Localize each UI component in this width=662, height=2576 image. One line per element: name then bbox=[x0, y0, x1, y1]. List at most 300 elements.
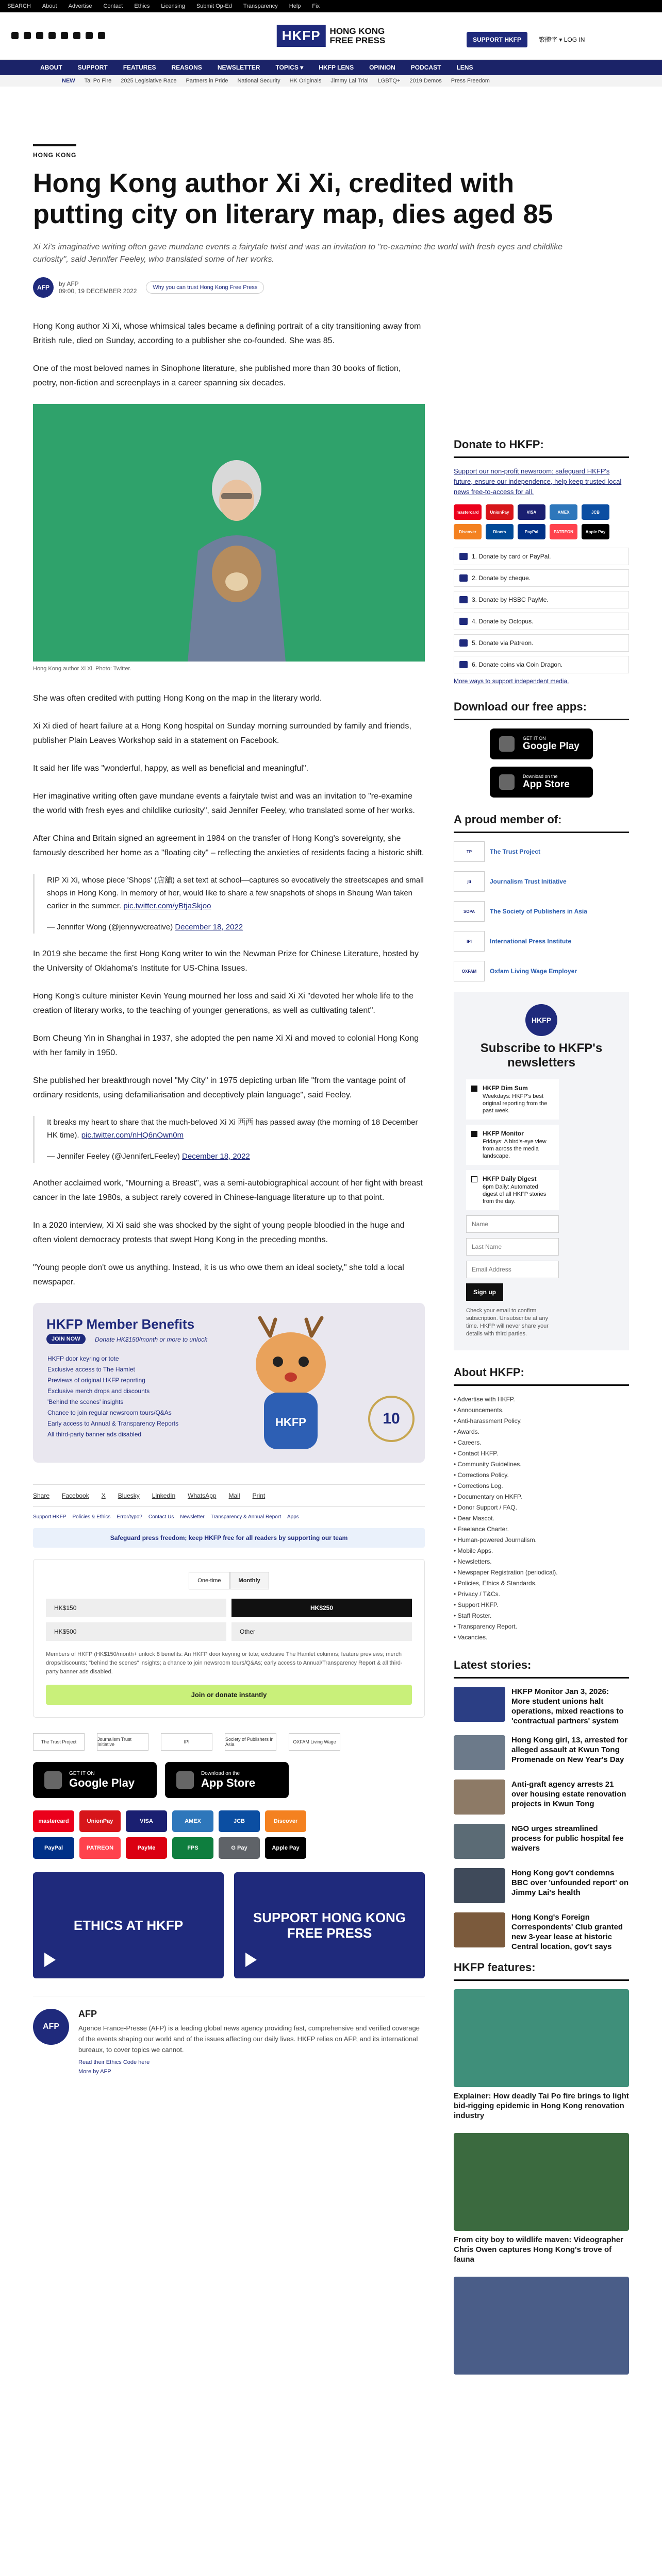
subnav-item[interactable]: Press Freedom bbox=[451, 78, 490, 84]
about-link[interactable]: • Transparency Report. bbox=[454, 1621, 629, 1632]
language-login[interactable]: 繁體字 ▾ LOG IN bbox=[539, 36, 585, 43]
link-error[interactable]: Error/typo? bbox=[117, 1514, 142, 1520]
nav-newsletter[interactable]: NEWSLETTER bbox=[217, 64, 260, 71]
member-org[interactable] bbox=[454, 961, 629, 981]
member-benefits-banner[interactable] bbox=[33, 1303, 425, 1463]
badge-trust-project[interactable]: The Trust Project bbox=[33, 1733, 85, 1751]
photo-caption: Hong Kong author Xi Xi. Photo: Twitter. bbox=[33, 666, 131, 672]
member-perks-text: Members of HKFP (HK$150/month+ unlock 8 benefits: An HKFP door keyring or tote; exclusive The Hamlet columns; feature previews; merch drops/discounts; "behind the scenes" insights; a chance to join newsroom tours/Q&As; early access to Annual/Transparency Report & all third-party banner ads disabled. bbox=[46, 1651, 403, 1675]
latest-story[interactable] bbox=[454, 1868, 629, 1903]
about-link[interactable]: • Human-powered Journalism. bbox=[454, 1535, 629, 1546]
topbar-submit-oped[interactable]: Submit Op-Ed bbox=[196, 3, 232, 9]
about-link[interactable]: • Contact HKFP. bbox=[454, 1448, 629, 1459]
story-title[interactable]: Hong Kong's Foreign Correspondents' Club granted new 3-year lease at historic Central location, gov't says bbox=[511, 1913, 623, 1951]
more-by-author-link[interactable]: More by AFP bbox=[78, 2069, 111, 2075]
sidebar-google-play[interactable] bbox=[490, 728, 593, 759]
member-org[interactable] bbox=[454, 931, 629, 952]
tweet-link[interactable]: pic.twitter.com/yBtjaSkjoo bbox=[123, 902, 211, 910]
feature-story[interactable] bbox=[454, 2133, 629, 2264]
nav-features[interactable]: FEATURES bbox=[123, 64, 156, 71]
store-caption: Download on the bbox=[523, 774, 558, 779]
nav-hkfp-lens[interactable]: HKFP LENS bbox=[319, 64, 354, 71]
apple-icon bbox=[176, 1771, 194, 1789]
newsletter-desc: 6pm Daily: Automated digest of all HKFP stories from the day. bbox=[483, 1184, 547, 1205]
payment-amex-icon: AMEX bbox=[550, 504, 577, 520]
nav-support[interactable]: SUPPORT bbox=[77, 64, 108, 71]
link-transparency[interactable]: Transparency & Annual Report bbox=[210, 1514, 281, 1520]
about-link[interactable]: • Anti-harassment Policy. bbox=[454, 1416, 629, 1427]
author-logo: AFP bbox=[33, 2009, 69, 2045]
member-org[interactable] bbox=[454, 871, 629, 892]
facebook-icon[interactable] bbox=[24, 32, 31, 39]
latest-story[interactable] bbox=[454, 1912, 629, 1952]
paragraph: She was often credited with putting Hong Kong on the map in the literary world. bbox=[33, 694, 322, 703]
topbar-fix[interactable]: Fix bbox=[312, 3, 320, 9]
link-policies[interactable]: Policies & Ethics bbox=[72, 1514, 111, 1520]
link-contact[interactable]: Contact Us bbox=[148, 1514, 174, 1520]
payment-patreon-icon: PATREON bbox=[79, 1837, 121, 1859]
share-label: Share bbox=[33, 1492, 50, 1499]
share-mail[interactable]: Mail bbox=[228, 1492, 240, 1499]
donate-icon bbox=[459, 639, 468, 647]
jti-logo: jti bbox=[454, 871, 485, 892]
paragraph: One of the most beloved names in Sinophone literature, she published more than 30 books of fiction, poetry, non-fiction and screenplays in a career spanning six decades. bbox=[33, 364, 401, 387]
article-kicker[interactable]: HONG KONG bbox=[33, 144, 76, 159]
payment-jcb-icon: JCB bbox=[219, 1810, 260, 1832]
payment-jcb-icon: JCB bbox=[582, 504, 609, 520]
tweet-date[interactable]: December 18, 2022 bbox=[175, 923, 243, 931]
badge-oxfam[interactable]: OXFAM Living Wage bbox=[289, 1733, 340, 1751]
story-title[interactable]: Hong Kong gov't condemns BBC over 'unfounded report' on Jimmy Lai's health bbox=[511, 1869, 629, 1897]
store-name: Google Play bbox=[69, 1776, 135, 1789]
author-box bbox=[33, 1996, 425, 2075]
play-icon[interactable] bbox=[245, 1953, 257, 1967]
oxfam-logo: OXFAM bbox=[454, 961, 485, 981]
feature-title[interactable]: From city boy to wildlife maven: Videographer Chris Owen captures Hong Kong's trove of fauna bbox=[454, 2235, 623, 2264]
ten-year-badge: 10 bbox=[368, 1396, 415, 1442]
amount-option[interactable]: Other bbox=[231, 1622, 412, 1641]
store-name: Google Play bbox=[523, 741, 580, 752]
promo-videos bbox=[33, 1872, 425, 1978]
safeguard-press-freedom[interactable]: Safeguard press freedom; keep HKFP free for all readers by supporting our team bbox=[33, 1528, 425, 1548]
feature-story[interactable] bbox=[454, 2277, 629, 2375]
payment-payme-icon: PayMe bbox=[126, 1837, 167, 1859]
author-avatar: AFP bbox=[33, 277, 54, 298]
badge-ipi[interactable]: IPI bbox=[161, 1733, 212, 1751]
linkedin-icon[interactable] bbox=[86, 32, 93, 39]
topbar-transparency[interactable]: Transparency bbox=[243, 3, 278, 9]
donate-option[interactable] bbox=[454, 548, 629, 565]
subnav-item[interactable]: Jimmy Lai Trial bbox=[330, 78, 369, 84]
paragraph: She published her breakthrough novel "My City" in 1975 depicting urban life "from the vantage point of ordinary residents, using defamiliarisation and deceptively plain language", said Feeley. bbox=[33, 1076, 406, 1099]
donate-option-label: 5. Donate via Patreon. bbox=[472, 639, 534, 647]
store-name: App Store bbox=[201, 1776, 256, 1789]
donate-option-label: 1. Donate by card or PayPal. bbox=[472, 553, 551, 560]
paragraph: Another acclaimed work, "Mourning a Breast", was a semi-autobiographical account of her fight with breast cancer in the late 1980s, a subject rarely covered in Chinese-language literature up to that point. bbox=[33, 1179, 423, 1202]
payment-g-pay-icon: G Pay bbox=[219, 1837, 260, 1859]
first-name-input[interactable]: Name bbox=[466, 1215, 559, 1233]
paragraph: "Young people don't owe us anything. Instead, it is us who owe them an ideal society," she told a local newspaper. bbox=[33, 1263, 404, 1286]
nav-about[interactable]: ABOUT bbox=[40, 64, 62, 71]
byline-date: 09:00, 19 DECEMBER 2022 bbox=[59, 287, 137, 295]
link-support[interactable]: Support HKFP bbox=[33, 1514, 67, 1520]
story-title[interactable]: Anti-graft agency arrests 21 over housing estate renovation projects in Kwun Tong bbox=[511, 1780, 626, 1808]
sidebar-payment-icons bbox=[454, 504, 629, 539]
play-icon[interactable] bbox=[44, 1953, 56, 1967]
checkbox-checked[interactable] bbox=[471, 1131, 477, 1137]
ipi-logo: IPI bbox=[454, 931, 485, 952]
bluesky-icon[interactable] bbox=[73, 32, 80, 39]
member-name: Journalism Trust Initiative bbox=[490, 877, 567, 885]
latest-heading: Latest stories: bbox=[454, 1658, 629, 1679]
sidebar-app-store[interactable] bbox=[490, 767, 593, 798]
more-ways-link[interactable]: More ways to support independent media. bbox=[454, 677, 569, 685]
nav-podcast[interactable]: PODCAST bbox=[410, 64, 441, 71]
payment-apple-pay-icon: Apple Pay bbox=[582, 524, 609, 539]
feature-image[interactable] bbox=[454, 2133, 629, 2231]
newsletter-desc: Weekdays: HKFP's best original reporting from the past week. bbox=[483, 1093, 548, 1114]
subnav-item[interactable]: 2025 Legislative Race bbox=[121, 78, 177, 84]
banner-title: HKFP Member Benefits bbox=[46, 1316, 195, 1332]
subnav-new-label: NEW bbox=[62, 78, 75, 84]
support-video[interactable] bbox=[234, 1872, 425, 1978]
payment-visa-icon: VISA bbox=[518, 504, 545, 520]
donate-heading: Donate to HKFP: bbox=[454, 438, 629, 458]
donate-option[interactable] bbox=[454, 569, 629, 587]
about-link[interactable]: • Corrections Policy. bbox=[454, 1470, 629, 1481]
donate-option[interactable] bbox=[454, 634, 629, 652]
payment-paypal-icon: PayPal bbox=[518, 524, 545, 539]
donate-option-label: 2. Donate by cheque. bbox=[472, 574, 531, 582]
article-title: Hong Kong author Xi Xi, credited with putting city on literary map, dies aged 85 bbox=[33, 168, 553, 229]
topbar-advertise[interactable]: Advertise bbox=[68, 3, 92, 9]
story-thumbnail[interactable] bbox=[454, 1687, 505, 1722]
badge-sopa[interactable]: Society of Publishers in Asia bbox=[225, 1733, 276, 1751]
benefit-item: HKFP door keyring or tote bbox=[47, 1355, 119, 1362]
donate-text bbox=[454, 466, 629, 497]
threads-icon[interactable] bbox=[48, 32, 56, 39]
story-title[interactable]: NGO urges streamlined process for public hospital fee waivers bbox=[511, 1824, 624, 1853]
payment-unionpay-icon: UnionPay bbox=[79, 1810, 121, 1832]
about-link[interactable]: • Mobile Apps. bbox=[454, 1546, 629, 1556]
amount-option[interactable]: HK$500 bbox=[46, 1622, 226, 1641]
google-play-button[interactable] bbox=[33, 1762, 157, 1798]
hkfp-logo-badge: HKFP bbox=[525, 1004, 557, 1036]
about-link[interactable]: • Support HKFP. bbox=[454, 1600, 629, 1611]
frequency-toggle bbox=[46, 1572, 412, 1589]
donate-text-link[interactable]: Support our non-profit newsroom: safeguard HKFP's future, ensure our independence, help keep trusted local news free-to-access for all. bbox=[454, 467, 622, 496]
paragraph: Xi Xi died of heart failure at a Hong Kong hospital on Sunday morning surrounded by family and friends, publisher Plain Leaves Workshop said in a statement on Facebook. bbox=[33, 722, 411, 745]
paragraph: Hong Kong author Xi Xi, whose whimsical tales became a defining portrait of a city transitioning away from British rule, died on Sunday, according to a publisher she co-founded. She was 85. bbox=[33, 322, 421, 345]
story-title[interactable]: Hong Kong girl, 13, arrested for alleged assault at Kwun Tong Promenade on New Year's Day bbox=[511, 1736, 628, 1764]
latest-story[interactable] bbox=[454, 1824, 629, 1859]
donate-option-label: 6. Donate coins via Coin Dragon. bbox=[472, 661, 563, 668]
subnav-item[interactable]: Partners in Pride bbox=[186, 78, 228, 84]
payment-visa-icon: VISA bbox=[126, 1810, 167, 1832]
payment-amex-icon: AMEX bbox=[172, 1810, 213, 1832]
checkbox[interactable] bbox=[471, 1176, 477, 1182]
topbar-ethics[interactable]: Ethics bbox=[134, 3, 150, 9]
paragraph: In 2019 she became the first Hong Kong writer to win the Newman Prize for Chinese Literature, hosted by the University of Oklahoma's Institute for US-China Issues. bbox=[33, 950, 419, 973]
about-link[interactable]: • Newsletters. bbox=[454, 1556, 629, 1567]
tweet-date[interactable]: December 18, 2022 bbox=[182, 1152, 250, 1161]
sign-up-button[interactable]: Sign up bbox=[466, 1283, 503, 1301]
paragraph: In a 2020 interview, Xi Xi said she was shocked by the sight of young people bloodied in the huge and often violent democracy protests that swept Hong Kong in the preceding months. bbox=[33, 1221, 405, 1244]
share-x[interactable]: X bbox=[101, 1492, 106, 1499]
benefit-item: Exclusive access to The Hamlet bbox=[47, 1366, 135, 1373]
payment-discover-icon: Discover bbox=[265, 1810, 306, 1832]
donate-option[interactable] bbox=[454, 656, 629, 673]
about-link[interactable]: • Announcements. bbox=[454, 1405, 629, 1416]
donate-options bbox=[454, 548, 629, 673]
tweet-author: — Jennifer Feeley (@JenniferLFeeley) bbox=[47, 1152, 180, 1161]
article-dek: Xi Xi's imaginative writing often gave mundane events a fairytale twist and was an invitation to "re-examine the world with fresh eyes and childlike curiosity", said Jennifer Feeley, who translated some of her works. bbox=[33, 243, 563, 264]
apple-icon bbox=[499, 774, 515, 790]
youtube-icon[interactable] bbox=[61, 32, 68, 39]
payment-discover-icon: Discover bbox=[454, 524, 482, 539]
payment-diners-icon: Diners bbox=[486, 524, 514, 539]
payment-methods bbox=[33, 1810, 425, 1859]
instagram-icon[interactable] bbox=[36, 32, 43, 39]
subnav-item[interactable]: HK Originals bbox=[289, 78, 322, 84]
join-now-badge[interactable]: JOIN NOW bbox=[46, 1334, 86, 1344]
donate-option[interactable] bbox=[454, 591, 629, 608]
story-thumbnail[interactable] bbox=[454, 1735, 505, 1770]
feature-title[interactable]: Explainer: How deadly Tai Po fire brings to light bid-rigging epidemic in Hong Kong renovation industry bbox=[454, 2092, 629, 2120]
newsletter-desc: Fridays: A bird's-eye view from across the media landscape. bbox=[483, 1139, 547, 1159]
payment-fps-icon: FPS bbox=[172, 1837, 213, 1859]
benefit-item: Early access to Annual & Transparency Reports bbox=[47, 1420, 179, 1427]
sopa-logo: SOPA bbox=[454, 901, 485, 922]
member-name: The Society of Publishers in Asia bbox=[490, 907, 587, 915]
email-input[interactable]: Email Address bbox=[466, 1261, 559, 1278]
topbar-contact[interactable]: Contact bbox=[103, 3, 123, 9]
latest-story[interactable] bbox=[454, 1735, 629, 1770]
member-name: The Trust Project bbox=[490, 848, 541, 855]
feature-image[interactable] bbox=[454, 2277, 629, 2375]
svg-text:HKFP: HKFP bbox=[275, 1416, 306, 1429]
donate-option-label: 3. Donate by HSBC PayMe. bbox=[472, 596, 549, 603]
latest-stories bbox=[454, 1687, 629, 1952]
paragraph: After China and Britain signed an agreement in 1984 on the transfer of Hong Kong's sovereignty, she famously described her home as a "floating city" – reflecting the anxieties of residents facing a historic shift. bbox=[33, 834, 424, 857]
donate-widget bbox=[33, 1559, 425, 1718]
newsletter-option[interactable] bbox=[466, 1170, 559, 1210]
link-apps[interactable]: Apps bbox=[287, 1514, 299, 1520]
benefit-item: Previews of original HKFP reporting bbox=[47, 1377, 145, 1384]
story-thumbnail[interactable] bbox=[454, 1780, 505, 1815]
benefit-item: Chance to join regular newsroom tours/Q&As bbox=[47, 1409, 172, 1416]
byline-author[interactable]: by AFP bbox=[59, 280, 79, 287]
social-icons bbox=[11, 32, 105, 39]
paragraph: Hong Kong's culture minister Kevin Yeung mourned her loss and said Xi Xi "devoted her whole life to the creation of literary works, to the teaching of younger generations, as well as cultivating talent". bbox=[33, 992, 414, 1015]
video-title: SUPPORT HONG KONG FREE PRESS bbox=[253, 1910, 406, 1941]
payment-mastercard-icon: mastercard bbox=[33, 1810, 74, 1832]
share-facebook[interactable]: Facebook bbox=[62, 1492, 89, 1499]
payment-patreon-icon: PATREON bbox=[550, 524, 577, 539]
apps-heading: Download our free apps: bbox=[454, 700, 629, 720]
footer-links bbox=[33, 1514, 425, 1520]
store-caption: GET IT ON bbox=[523, 736, 546, 741]
logo-line-1: HONG KONG bbox=[329, 26, 385, 36]
about-link[interactable]: • Advertise with HKFP. bbox=[454, 1394, 629, 1405]
member-org[interactable] bbox=[454, 841, 629, 862]
deer-mascot-icon bbox=[239, 1315, 342, 1454]
rss-icon[interactable] bbox=[98, 32, 105, 39]
site-logo[interactable] bbox=[277, 25, 385, 47]
amount-option-selected[interactable]: HK$250 bbox=[231, 1599, 412, 1617]
payment-unionpay-icon: UnionPay bbox=[486, 504, 514, 520]
embedded-tweet bbox=[33, 1116, 425, 1163]
feature-stories bbox=[454, 1989, 629, 2375]
share-bar bbox=[33, 1484, 425, 1507]
support-hkfp-button[interactable]: SUPPORT HKFP bbox=[467, 32, 527, 47]
share-whatsapp[interactable]: WhatsApp bbox=[188, 1492, 217, 1499]
donate-option[interactable] bbox=[454, 613, 629, 630]
share-print[interactable]: Print bbox=[252, 1492, 266, 1499]
donate-icon bbox=[459, 661, 468, 668]
trust-hkfp-button[interactable]: Why you can trust Hong Kong Free Press bbox=[146, 281, 264, 294]
last-name-input[interactable]: Last Name bbox=[466, 1238, 559, 1256]
topic-subnav bbox=[0, 75, 662, 87]
paragraph: It said her life was "wonderful, happy, as well as beneficial and meaningful". bbox=[33, 764, 309, 773]
about-link[interactable]: • Awards. bbox=[454, 1427, 629, 1437]
embedded-tweet bbox=[33, 874, 425, 934]
topbar-about[interactable]: About bbox=[42, 3, 57, 9]
google-play-icon bbox=[499, 736, 515, 752]
about-link[interactable]: • Privacy / T&Cs. bbox=[454, 1589, 629, 1600]
about-link[interactable]: • Community Guidelines. bbox=[454, 1459, 629, 1470]
newsletter-name: HKFP Daily Digest bbox=[483, 1175, 537, 1182]
person-illustration bbox=[188, 453, 286, 662]
one-time-option[interactable]: One-time bbox=[189, 1572, 229, 1589]
store-caption: Download on the bbox=[201, 1770, 240, 1776]
tweet-link[interactable]: pic.twitter.com/nHQ6nOwn0m bbox=[81, 1131, 184, 1140]
benefit-item: Exclusive merch drops and discounts bbox=[47, 1387, 150, 1395]
byline bbox=[33, 277, 425, 298]
about-link[interactable]: • Newspaper Registration (periodical). bbox=[454, 1567, 629, 1578]
story-thumbnail[interactable] bbox=[454, 1912, 505, 1947]
topbar-licensing[interactable]: Licensing bbox=[161, 3, 185, 9]
member-org[interactable] bbox=[454, 901, 629, 922]
donate-icon bbox=[459, 574, 468, 582]
store-caption: GET IT ON bbox=[69, 1770, 95, 1776]
subnav-item[interactable]: LGBTQ+ bbox=[377, 78, 401, 84]
newsletter-option[interactable] bbox=[466, 1125, 559, 1165]
subnav-item[interactable]: 2019 Demos bbox=[409, 78, 442, 84]
donate-icon bbox=[459, 553, 468, 560]
app-store-buttons bbox=[33, 1762, 425, 1798]
nav-reasons[interactable]: REASONS bbox=[171, 64, 202, 71]
app-store-button[interactable] bbox=[165, 1762, 289, 1798]
topbar-search[interactable]: SEARCH bbox=[7, 3, 31, 9]
tweet-author: — Jennifer Wong (@jennywcreative) bbox=[47, 923, 173, 931]
paragraph: Born Cheung Yin in Shanghai in 1937, she adopted the pen name Xi Xi and moved to colonial Hong Kong with her family in 1950. bbox=[33, 1034, 419, 1057]
payment-apple-pay-icon: Apple Pay bbox=[265, 1837, 306, 1859]
amount-option[interactable]: HK$150 bbox=[46, 1599, 226, 1617]
checkbox-checked[interactable] bbox=[471, 1086, 477, 1092]
member-badges bbox=[33, 1733, 425, 1751]
logo-mark: HKFP bbox=[277, 25, 326, 47]
about-link[interactable]: • Dear Mascot. bbox=[454, 1513, 629, 1524]
subscribe-note: Check your email to confirm subscription. Unsubscribe at any time. HKFP will never share your details with third parties. bbox=[466, 1308, 549, 1337]
feature-story[interactable] bbox=[454, 1989, 629, 2121]
share-linkedin[interactable]: LinkedIn bbox=[152, 1492, 176, 1499]
story-thumbnail[interactable] bbox=[454, 1824, 505, 1859]
latest-story[interactable] bbox=[454, 1687, 629, 1726]
badge-jti[interactable]: Journalism Trust Initiative bbox=[97, 1733, 148, 1751]
google-play-icon bbox=[44, 1771, 62, 1789]
paragraph: Her imaginative writing often gave mundane events a fairytale twist and was an invitation to "re-examine the world with fresh eyes and childlike curiosity", said Jennifer Feeley, who translated some of her works. bbox=[33, 792, 415, 815]
story-title[interactable]: HKFP Monitor Jan 3, 2026: More student unions halt operations, mixed reactions to 'contractual partners' system bbox=[511, 1687, 624, 1725]
banner-subtitle: Donate HK$150/month or more to unlock bbox=[95, 1336, 208, 1343]
payment-paypal-icon: PayPal bbox=[33, 1837, 74, 1859]
about-link[interactable]: • Documentary on HKFP. bbox=[454, 1492, 629, 1502]
benefit-item: 'Behind the scenes' insights bbox=[47, 1398, 124, 1405]
article-body bbox=[33, 319, 425, 1290]
member-name: Oxfam Living Wage Employer bbox=[490, 967, 577, 975]
nav-lens[interactable]: LENS bbox=[456, 64, 473, 71]
latest-story[interactable] bbox=[454, 1780, 629, 1815]
payment-mastercard-icon: mastercard bbox=[454, 504, 482, 520]
member-heading: A proud member of: bbox=[454, 813, 629, 833]
masthead bbox=[0, 12, 662, 60]
about-link[interactable]: • Staff Roster. bbox=[454, 1611, 629, 1621]
about-link[interactable]: • Donor Support / FAQ. bbox=[454, 1502, 629, 1513]
newsletter-signup bbox=[454, 992, 629, 1350]
amount-options bbox=[46, 1599, 412, 1641]
about-link[interactable]: • Careers. bbox=[454, 1437, 629, 1448]
topbar-help[interactable]: Help bbox=[289, 3, 301, 9]
top-utility-bar bbox=[0, 0, 662, 12]
benefit-item: All third-party banner ads disabled bbox=[47, 1431, 142, 1438]
about-link[interactable]: • Policies, Ethics & Standards. bbox=[454, 1578, 629, 1589]
author-photo bbox=[33, 404, 425, 662]
nav-opinion[interactable]: OPINION bbox=[369, 64, 395, 71]
tweet-text: RIP Xi Xi, whose piece 'Shops' (店舖) a set text at school—captures so evocatively the streetscapes and small shops in Hong Kong. In memory of her, would like to share a few snapshots of shops in Sheung Wan taken earlier in the summer. bbox=[47, 876, 424, 910]
ethics-code-link[interactable]: Read their Ethics Code here bbox=[78, 2059, 150, 2065]
donate-icon bbox=[459, 596, 468, 603]
donate-icon bbox=[459, 618, 468, 625]
about-list bbox=[454, 1394, 629, 1643]
nav-topics[interactable]: TOPICS ▾ bbox=[275, 64, 304, 71]
main-navigation bbox=[0, 60, 662, 75]
about-link[interactable]: • Corrections Log. bbox=[454, 1481, 629, 1492]
link-newsletter[interactable]: Newsletter bbox=[180, 1514, 205, 1520]
about-link[interactable]: • Freelance Charter. bbox=[454, 1524, 629, 1535]
features-heading: HKFP features: bbox=[454, 1961, 629, 1981]
about-link[interactable]: • Vacancies. bbox=[454, 1632, 629, 1643]
join-donate-button[interactable]: Join or donate instantly bbox=[46, 1685, 412, 1705]
logo-line-2: FREE PRESS bbox=[329, 35, 386, 45]
sidebar bbox=[454, 438, 629, 2387]
ethics-video[interactable] bbox=[33, 1872, 224, 1978]
share-bluesky[interactable]: Bluesky bbox=[118, 1492, 140, 1499]
twitter-icon[interactable] bbox=[11, 32, 19, 39]
donate-option-label: 4. Donate by Octopus. bbox=[472, 618, 534, 625]
trust-project-logo: TP bbox=[454, 841, 485, 862]
subnav-item[interactable]: National Security bbox=[237, 78, 280, 84]
subnav-item[interactable]: Tai Po Fire bbox=[84, 78, 112, 84]
monthly-option[interactable]: Monthly bbox=[230, 1572, 269, 1589]
author-name[interactable]: AFP bbox=[78, 2009, 97, 2019]
feature-image[interactable] bbox=[454, 1989, 629, 2087]
benefits-list bbox=[47, 1353, 178, 1440]
story-thumbnail[interactable] bbox=[454, 1868, 505, 1903]
video-title: ETHICS AT HKFP bbox=[73, 1918, 184, 1933]
newsletter-option[interactable] bbox=[466, 1079, 559, 1120]
store-name: App Store bbox=[523, 779, 570, 790]
member-name: International Press Institute bbox=[490, 937, 572, 945]
